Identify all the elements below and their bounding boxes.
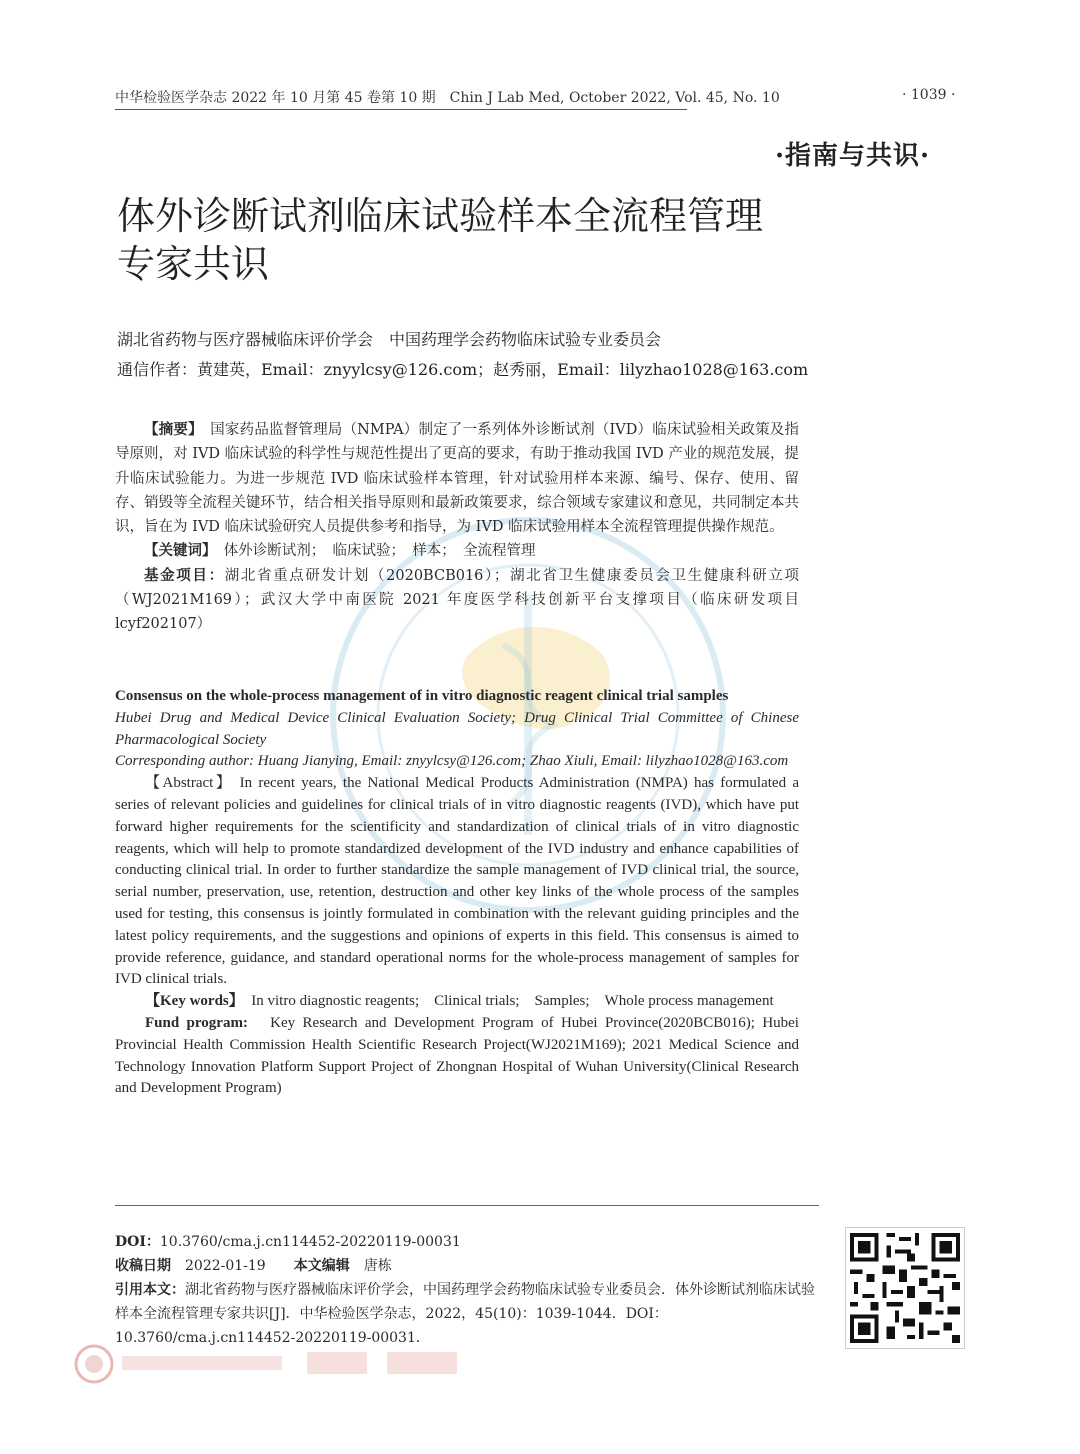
footer-rule — [115, 1205, 819, 1206]
dates-line — [115, 1254, 821, 1278]
keywords-cn-paragraph — [115, 539, 799, 563]
fund-cn: 湖北省重点研发计划（2020BCB016）；湖北省卫生健康委员会卫生健康科研立项（WJ2021M169）；武汉大学中南医院 2021 年度医学科技创新平台支撑项目（临床研发项目 lcyf202107） — [115, 567, 800, 633]
doi-line — [115, 1230, 821, 1254]
english-title: Consensus on the whole-process management of in vitro diagnostic reagent clinical trial samples — [115, 688, 729, 704]
title-line-1: 体外诊断试剂临床试验样本全流程管理 — [117, 194, 764, 238]
english-abstract: In recent years, the National Medical Products Administration (NMPA) has formulated a series of relevant policies and guidelines for clinical trials of in vitro diagnostic reagents (IVD), which have put forward higher requirements for the scientificity and standardization of clinical trials of in vitro diagnostic reagents, which will help to promote standardized development of the IVD industry and enhance capabilities of conducting clinical trial. In order to further standardize the sample management of IVD clinical trial, the source, serial number, preservation, use, retention, destruction and other key links of the whole process of the samples used for testing, this consensus is jointly formulated in combination with the relevant guiding principles and the latest policy requirements, and the suggestions and opinions of experts in this field. This consensus is aimed to provide reference, guidance, and standard operational norms for the whole-process management of samples for IVD clinical trials. — [115, 775, 799, 988]
english-fund-label: Fund program: — [145, 1014, 248, 1031]
header-rule — [115, 109, 687, 110]
editor-label: 本文编辑 — [293, 1258, 350, 1274]
editor-name: 唐栋 — [363, 1258, 392, 1274]
doi-label: DOI： — [115, 1234, 160, 1250]
abstract-cn-paragraph — [115, 418, 799, 539]
qr-code-icon[interactable] — [845, 1227, 965, 1349]
cite-line — [115, 1278, 821, 1350]
page-number: · 1039 · — [902, 87, 956, 103]
corresponding-authors: 通信作者：黄建英，Email：znyylcsy@126.com；赵秀丽，Email：lilyzhao1028@163.com — [117, 360, 809, 379]
english-keywords-label: 【Key words】 — [145, 993, 237, 1010]
abstract-cn-label: 【摘要】 — [144, 421, 196, 438]
authors-block — [117, 325, 808, 385]
abstract-cn — [115, 418, 799, 637]
english-corresponding: Corresponding author: Huang Jianying, Email: znyylcsy@126.com; Zhao Xiuli, Email: lilyzhao1028@163.com — [115, 753, 789, 770]
english-block — [115, 686, 799, 1100]
english-fund-paragraph — [115, 1013, 799, 1100]
received-label: 收稿日期 — [115, 1258, 171, 1274]
received-date: 2022-01-19 — [185, 1258, 266, 1274]
english-abstract-label: 【Abstract】 — [145, 775, 234, 792]
fund-cn-label: 基金项目： — [144, 566, 225, 584]
footer-info — [115, 1230, 821, 1350]
english-orgs: Hubei Drug and Medical Device Clinical Evaluation Society; Drug Clinical Trial Committee of Chinese Pharmacological Society — [115, 709, 799, 748]
keywords-cn: 体外诊断试剂； 临床试验； 样本； 全流程管理 — [223, 543, 536, 560]
article-title — [117, 192, 763, 288]
column-tag: ·指南与共识· — [775, 141, 931, 171]
fund-cn-paragraph — [115, 564, 799, 637]
english-abstract-paragraph — [115, 773, 799, 991]
abstract-cn-text: 国家药品监督管理局（NMPA）制定了一系列体外诊断试剂（IVD）临床试验相关政策及指导原则，对 IVD 临床试验的科学性与规范性提出了更高的要求，有助于推动我国 IVD 产业的规范发展，提升临床试验能力。为进一步规范 IVD 临床试验样本管理，针对试验用样本来源、编号、保存、使用、留存、销毁等全流程关键环节，结合相关指导原则和最新政策要求，综合领域专家建议和意见，共同制定本共识，旨在为 IVD 临床试验研究人员提供参考和指导，为 IVD 临床试验用样本全流程管理提供操作规范。 — [115, 422, 799, 536]
author-orgs: 湖北省药物与医疗器械临床评价学会 中国药理学会药物临床试验专业委员会 — [117, 330, 662, 349]
publisher-logo-icon — [72, 1342, 492, 1386]
doi-link[interactable]: 10.3760/cma.j.cn114452-20220119-00031 — [159, 1234, 461, 1250]
running-head: 中华检验医学杂志 2022 年 10 月第 45 卷第 10 期 Chin J Lab Med, October 2022, Vol. 45, No. 10 — [115, 90, 780, 106]
english-keywords: In vitro diagnostic reagents; Clinical trials; Samples; Whole process management — [251, 993, 774, 1010]
keywords-cn-label: 【关键词】 — [144, 542, 210, 560]
title-line-2: 专家共识 — [117, 242, 270, 286]
english-keywords-paragraph — [115, 991, 799, 1013]
cite-text: 湖北省药物与医疗器械临床评价学会，中国药理学会药物临床试验专业委员会．体外诊断试剂临床试验样本全流程管理专家共识[J]．中华检验医学杂志，2022，45(10)：1039-1044．DOI：10.3760/cma.j.cn114452-20220119-00031． — [115, 1282, 815, 1346]
cite-label: 引用本文： — [115, 1282, 185, 1298]
english-fund: Key Research and Development Program of Hubei Province(2020BCB016); Hubei Provincial Health Commission Health Scientific Research Project(WJ2021M169); 2021 Medical Science and Technology Innovation Platform Support Project of Zhongnan Hospital of Wuhan University(Clinical Research and Development Program) — [115, 1014, 799, 1097]
